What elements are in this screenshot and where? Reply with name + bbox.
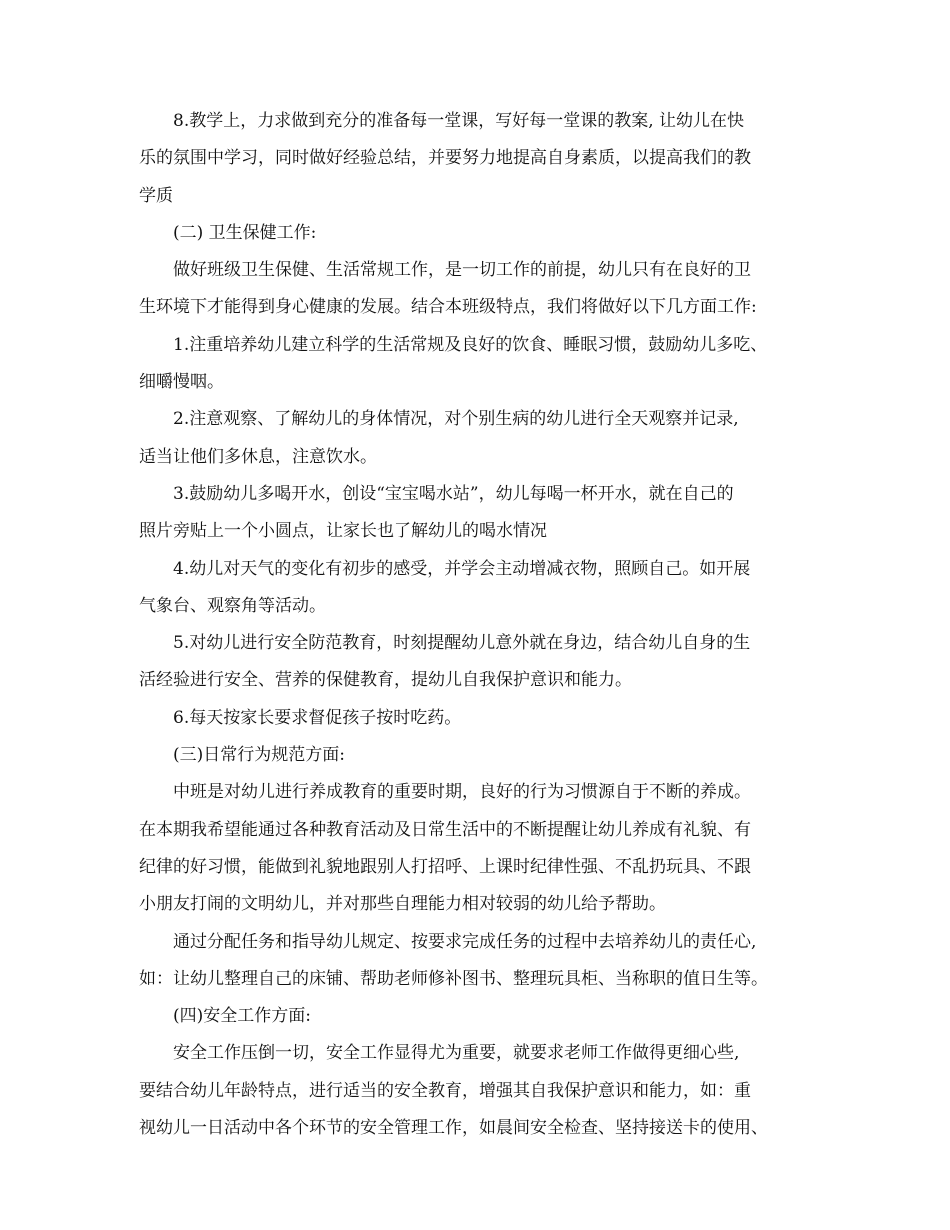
list-item: 5.对幼儿进行安全防范教育，时刻提醒幼儿意外就在身边，结合幼儿自身的生 — [173, 633, 751, 654]
text-line: 纪律的好习惯，能做到礼貌地跟别人打招呼、上课时纪律性强、不乱扔玩具、不跟 — [139, 856, 751, 877]
text-line: 小朋友打闹的文明幼儿，并对那些自理能力相对较弱的幼儿给予帮助。 — [139, 894, 666, 915]
list-item: 6.每天按家长要求督促孩子按时吃药。 — [173, 707, 462, 728]
text-line: 安全工作压倒一切，安全工作显得尤为重要，就要求老师工作做得更细心些, — [173, 1043, 740, 1064]
section-heading: (二) 卫生保健工作: — [173, 222, 317, 243]
text-line: 要结合幼儿年龄特点，进行适当的安全教育，增强其自我保护意识和能力，如：重 — [139, 1080, 751, 1101]
text-line: 细嚼慢咽。 — [139, 372, 224, 393]
text-line: 通过分配任务和指导幼儿规定、按要求完成任务的过程中去培养幼儿的责任心, — [173, 931, 757, 952]
text-line: 适当让他们多休息，注意饮水。 — [139, 446, 377, 467]
text-line: 生环境下才能得到身心健康的发展。结合本班级特点，我们将做好以下几方面工作: — [139, 297, 757, 318]
text-line: 乐的氛围中学习，同时做好经验总结，并要努力地提高自身素质，以提高我们的教 — [139, 148, 751, 169]
text-line: 学质 — [139, 185, 173, 206]
list-item: 4.幼儿对天气的变化有初步的感受，并学会主动增减衣物，照顾自己。如开展 — [173, 558, 751, 579]
text-line: 活经验进行安全、营养的保健教育，提幼儿自我保护意识和能力。 — [139, 670, 632, 691]
text-line: 做好班级卫生保健、生活常规工作，是一切工作的前提，幼儿只有在良好的卫 — [173, 260, 751, 281]
list-item: 1.注重培养幼儿建立科学的生活常规及良好的饮食、睡眠习惯，鼓励幼儿多吃、 — [173, 334, 768, 355]
section-heading: (四)安全工作方面: — [173, 1006, 311, 1027]
document-page — [139, 110, 819, 1139]
text-line: 气象台、观察角等活动。 — [139, 595, 326, 616]
text-line: 照片旁贴上一个小圆点，让家长也了解幼儿的喝水情况 — [139, 521, 547, 542]
text-line: 在本期我希望能通过各种教育活动及日常生活中的不断提醒让幼儿养成有礼貌、有 — [139, 819, 751, 840]
list-item: 2.注意观察、了解幼儿的身体情况，对个别生病的幼儿进行全天观察并记录, — [173, 409, 739, 430]
section-heading: (三)日常行为规范方面: — [173, 745, 345, 766]
text-line: 视幼儿一日活动中各个环节的安全管理工作，如晨间安全检查、坚持接送卡的使用、 — [139, 1118, 768, 1139]
text-line: 8.教学上，力求做到充分的准备每一堂课，写好每一堂课的教案, 让幼儿在快 — [173, 111, 745, 131]
text-line: 如：让幼儿整理自己的床铺、帮助老师修补图书、整理玩具柜、当称职的值日生等。 — [139, 968, 768, 989]
text-line: 中班是对幼儿进行养成教育的重要时期，良好的行为习惯源自于不断的养成。 — [173, 782, 751, 803]
list-item: 3.鼓励幼儿多喝开水，创设“宝宝喝水站”，幼儿每喝一杯开水，就在自己的 — [173, 483, 734, 504]
